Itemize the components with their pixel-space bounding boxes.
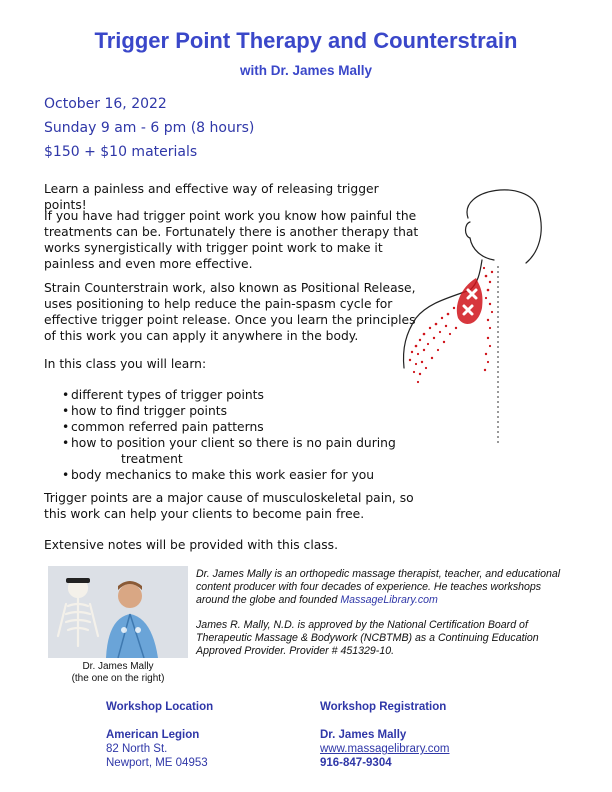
sunglasses bbox=[66, 578, 90, 583]
intro-text: Learn a painless and effective way of releasing trigger points! bbox=[44, 182, 379, 212]
trapezius-muscle bbox=[457, 278, 483, 324]
notes-text: Extensive notes will be provided with this class. bbox=[44, 538, 338, 552]
learn-heading: In this class you will learn: bbox=[44, 357, 207, 371]
trigger-point-diagram bbox=[398, 178, 558, 446]
bio-paragraph-1: Dr. James Mally is an orthopedic massage therapist, teacher, and educational content producer with four decades of experience. He teaches workshops around the globe and founded MassageLibrary.com bbox=[196, 568, 561, 606]
paragraph-3: Trigger points are a major cause of musculoskeletal pain, so this work can help your clients to become pain free. bbox=[44, 491, 414, 521]
photo-caption-note: (the one on the right) bbox=[71, 673, 165, 684]
photo-caption-name: Dr. James Mally bbox=[82, 661, 154, 672]
location-venue: American Legion bbox=[106, 729, 200, 741]
location-heading: Workshop Location bbox=[106, 701, 214, 713]
jaw-outline bbox=[470, 238, 494, 260]
bio-paragraph-2: James R. Mally, N.D. is approved by the National Certification Board of Therapeutic Massage & Bodywork (NCBTMB) as a Continuing Education Approved Provider. Provider # 451329-10. bbox=[196, 619, 539, 657]
location-block bbox=[106, 700, 213, 770]
event-price: $150 + $10 materials bbox=[44, 144, 198, 160]
list-item: • different types of trigger points bbox=[62, 387, 422, 403]
page-title: Trigger Point Therapy and Counterstrain bbox=[94, 28, 518, 53]
registration-heading: Workshop Registration bbox=[320, 701, 447, 713]
list-item: • how to find trigger points bbox=[62, 403, 422, 419]
event-date: October 16, 2022 bbox=[44, 96, 167, 112]
location-address-1: 82 North St. bbox=[106, 743, 168, 755]
massagelibrary-link[interactable]: MassageLibrary.com bbox=[340, 594, 438, 606]
page-subtitle: with Dr. James Mally bbox=[239, 63, 373, 78]
learn-list bbox=[62, 387, 422, 483]
registration-name: Dr. James Mally bbox=[320, 729, 407, 741]
list-item: • common referred pain patterns bbox=[62, 419, 422, 435]
registration-block bbox=[320, 700, 450, 770]
list-item: • body mechanics to make this work easier for you bbox=[62, 467, 422, 483]
referral-dots bbox=[409, 267, 493, 383]
location-address-2: Newport, ME 04953 bbox=[106, 757, 208, 769]
event-time: Sunday 9 am - 6 pm (8 hours) bbox=[44, 120, 255, 136]
registration-phone: 916-847-9304 bbox=[320, 757, 392, 769]
ear-outline bbox=[466, 222, 471, 238]
registration-website-link[interactable]: www.massagelibrary.com bbox=[320, 743, 450, 755]
paragraph-1: If you have had trigger point work you know how painful the treatments can be. Fortunately there is another therapy that works synergistically with trigger point work to make it painless and even more effective. bbox=[44, 209, 419, 271]
list-item: • how to position your client so there is no pain during treatment bbox=[62, 435, 422, 467]
paragraph-2: Strain Counterstrain work, also known as Positional Release, uses positioning to help reduce the pain-spasm cycle for effective trigger point release. Once you learn the principles of this work you can apply it anywhere in the body. bbox=[44, 281, 416, 343]
instructor-photo bbox=[48, 566, 188, 658]
